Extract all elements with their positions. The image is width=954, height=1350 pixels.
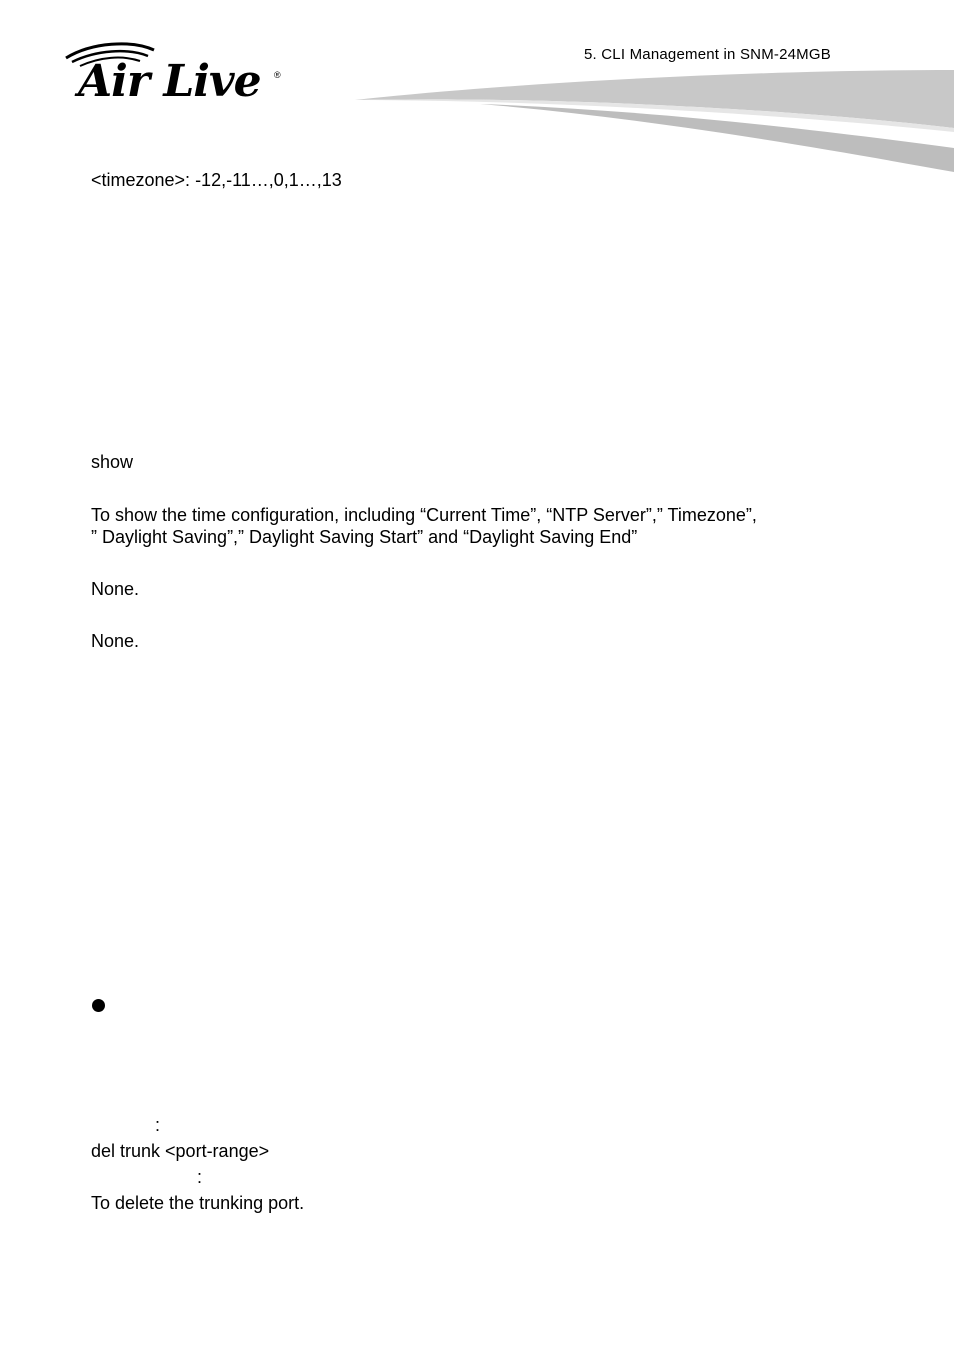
- command-show: show: [91, 452, 134, 472]
- example-none: None.: [91, 631, 140, 651]
- parameter-none: None.: [91, 579, 140, 599]
- trunk-description: To delete the trunking port.: [91, 1193, 305, 1213]
- del-trunk-syntax: del trunk <port-range>: [91, 1141, 270, 1161]
- timezone-parameter-line: <timezone>: -12,-11…,0,1…,13: [91, 170, 342, 190]
- description-line-2: ” Daylight Saving”,” Daylight Saving Start” and “Daylight Saving End”: [91, 527, 638, 547]
- syntax-colon: :: [155, 1115, 161, 1135]
- chapter-header: 5. CLI Management in SNM-24MGB: [584, 46, 831, 63]
- registered-mark: ®: [274, 70, 281, 80]
- airlive-logo: [62, 40, 292, 110]
- filled-circle-bullet-icon: [92, 999, 105, 1012]
- description-line-1: To show the time configuration, including “Current Time”, “NTP Server”,” Timezone”,: [91, 505, 757, 525]
- description-colon: :: [197, 1167, 203, 1187]
- logo-text: Air Live: [78, 56, 261, 107]
